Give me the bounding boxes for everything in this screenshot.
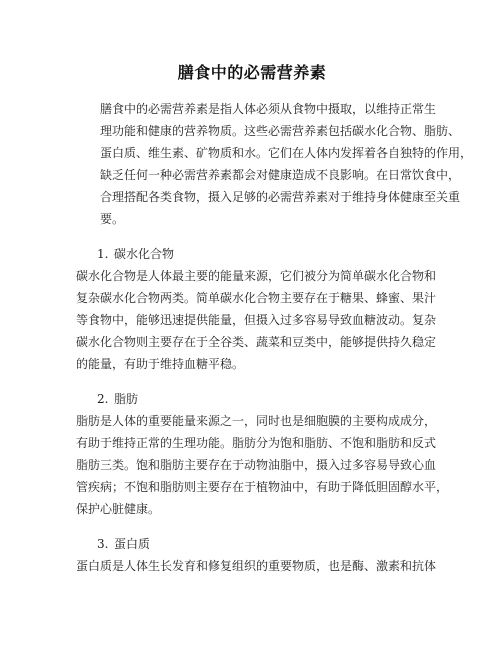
body-line: 的能量，有助于维持血糖平稳。 <box>76 357 245 371</box>
intro-paragraph <box>76 98 473 230</box>
body-line: 脂肪是人体的重要能量来源之一，同时也是细胞膜的主要构成成分， <box>76 414 437 428</box>
section-heading <box>76 243 428 265</box>
intro-line: 膳食中的必需营养素是指人体必须从食物中摄取，以维持正常生 <box>100 102 437 116</box>
body-line: 碳水化合物则主要存在于全谷类、蔬菜和豆类中，能够提供持久稳定 <box>76 335 437 349</box>
intro-line: 蛋白质、维生素、矿物质和水。它们在人体内发挥着各自独特的作用， <box>100 146 473 160</box>
section-fat <box>76 388 449 520</box>
intro-line: 理功能和健康的营养物质。这些必需营养素包括碳水化合物、脂肪、 <box>100 124 461 138</box>
body-line: 蛋白质是人体生长发育和修复组织的重要物质，也是酶、激素和抗体 <box>76 559 437 573</box>
section-body <box>76 410 449 520</box>
body-line: 脂肪三类。饱和脂肪主要存在于动物油脂中，摄入过多容易导致心血 <box>76 458 437 472</box>
section-heading-text: 碳水化合物 <box>114 247 175 261</box>
section-number: 3. <box>97 537 109 551</box>
intro-line: 缺乏任何一种必需营养素都会对健康造成不良影响。在日常饮食中， <box>100 168 461 182</box>
section-heading-text: 脂肪 <box>114 392 139 406</box>
section-body <box>76 265 437 375</box>
body-line: 管疾病；不饱和脂肪则主要存在于植物油中，有助于降低胆固醇水平， <box>76 480 449 494</box>
section-number: 2. <box>97 392 109 406</box>
intro-line: 合理搭配各类食物，摄入足够的必需营养素对于维持身体健康至关重 <box>100 190 461 204</box>
body-line: 碳水化合物是人体最主要的能量来源，它们被分为简单碳水化合物和 <box>76 269 437 283</box>
section-heading <box>76 533 428 555</box>
body-line: 保护心脏健康。 <box>76 502 161 516</box>
intro-line: 要。 <box>100 212 125 226</box>
body-line: 等食物中，能够迅速提供能量，但摄入过多容易导致血糖波动。复杂 <box>76 313 437 327</box>
section-heading-text: 蛋白质 <box>114 537 151 551</box>
section-protein <box>76 533 437 577</box>
section-body <box>76 555 437 577</box>
body-line: 复杂碳水化合物两类。简单碳水化合物主要存在于糖果、蜂蜜、果汁 <box>76 291 437 305</box>
section-number: 1. <box>97 247 109 261</box>
body-line: 有助于维持正常的生理功能。脂肪分为饱和脂肪、不饱和脂肪和反式 <box>76 436 437 450</box>
document-title: 膳食中的必需营养素 <box>177 63 327 82</box>
section-carbohydrates <box>76 243 437 375</box>
section-heading <box>76 388 428 410</box>
